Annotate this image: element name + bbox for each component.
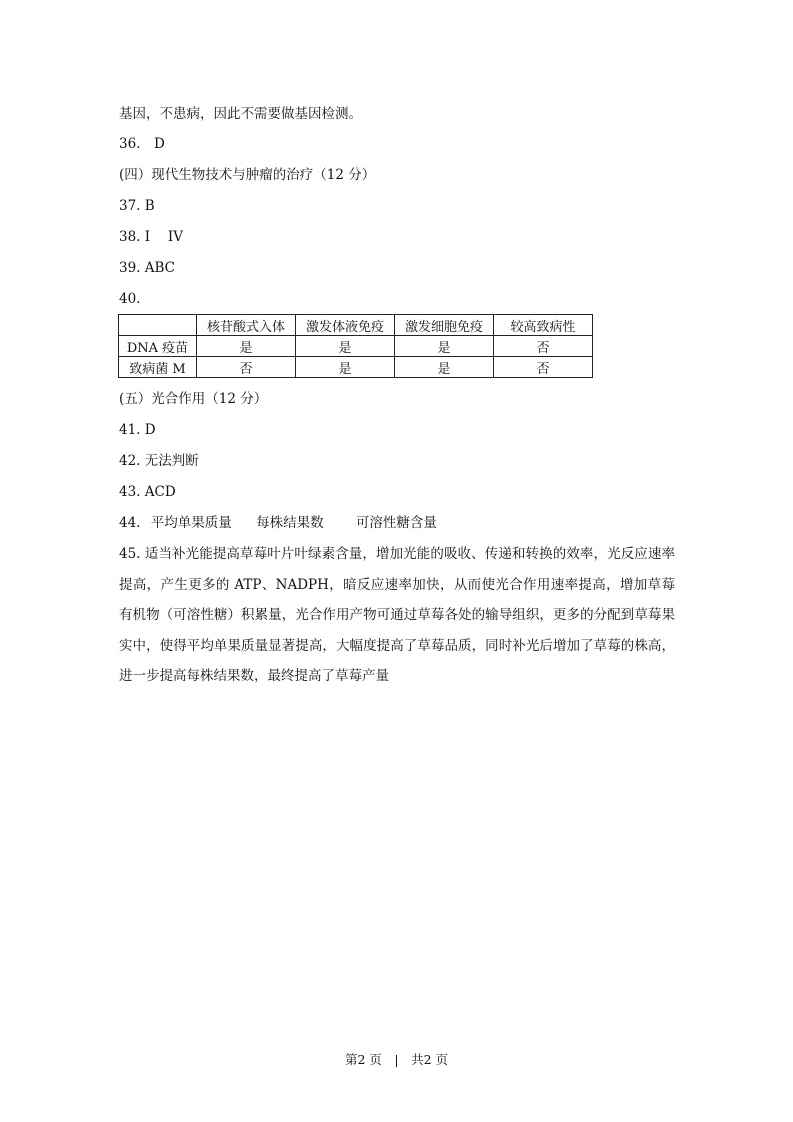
section-4-heading: (四）现代生物技术与肿瘤的治疗（12 分） bbox=[119, 167, 376, 183]
answer-44-item: 每株结果数 bbox=[256, 515, 324, 531]
table-header-cell bbox=[119, 315, 197, 336]
answer-45: 45. 适当补光能提高草莓叶片叶绿素含量，增加光能的吸收、传递和转换的效率，光反应速率提高，产生更多的 ATP、NADPH，暗反应速率加快，从而使光合作用速率提高，增加草莓有机物（可溶性糖）积累量，光合作用产物可通过草莓各处的输导组织，更多的分配到草莓果实中，使得平均单果质量显著提高，大幅度提高了草莓品质，同时补光后增加了草莓的株高，进一步提高每株结果数，最终提高了草莓产量 bbox=[119, 546, 675, 685]
table-cell: 否 bbox=[494, 357, 593, 378]
table-cell: 是 bbox=[395, 336, 494, 357]
section-5-heading: (五）光合作用（12 分） bbox=[119, 391, 268, 407]
table-cell: 是 bbox=[197, 336, 296, 357]
answer-44-item: 平均单果质量 bbox=[150, 515, 232, 531]
answer-40-label: 40. bbox=[119, 291, 141, 307]
page-footer: 第2 页 | 共2 页 bbox=[344, 1052, 449, 1067]
table-row bbox=[119, 336, 593, 357]
table-cell: 否 bbox=[197, 357, 296, 378]
answer-37: 37. B bbox=[119, 198, 155, 214]
table-header-cell: 核苷酸式入体 bbox=[197, 315, 296, 336]
table-cell: 是 bbox=[395, 357, 494, 378]
answer-42: 42. 无法判断 bbox=[119, 453, 199, 469]
table-cell: 否 bbox=[494, 336, 593, 357]
answer-40-table bbox=[118, 314, 593, 378]
answer-44 bbox=[119, 514, 437, 532]
table-header-cell: 激发体液免疫 bbox=[296, 315, 395, 336]
table-header-cell: 激发细胞免疫 bbox=[395, 315, 494, 336]
answer-39: 39. ABC bbox=[119, 260, 176, 276]
answer-36: 36. D bbox=[119, 136, 165, 152]
answer-43: 43. ACD bbox=[119, 484, 176, 500]
answer-41: 41. D bbox=[119, 422, 156, 438]
table-row bbox=[119, 357, 593, 378]
table-cell: 是 bbox=[296, 336, 395, 357]
table-header-row bbox=[119, 315, 593, 336]
table-row-label: DNA 疫苗 bbox=[119, 336, 197, 357]
table-header-cell: 较高致病性 bbox=[494, 315, 593, 336]
table-row-label: 致病菌 M bbox=[119, 357, 197, 378]
answer-44-number: 44. bbox=[119, 515, 141, 531]
table-cell: 是 bbox=[296, 357, 395, 378]
answer-44-item: 可溶性糖含量 bbox=[355, 515, 437, 531]
answer-38: 38. I IV bbox=[119, 229, 183, 245]
answer-continuation: 基因，不患病，因此不需要做基因检测。 bbox=[119, 106, 362, 122]
